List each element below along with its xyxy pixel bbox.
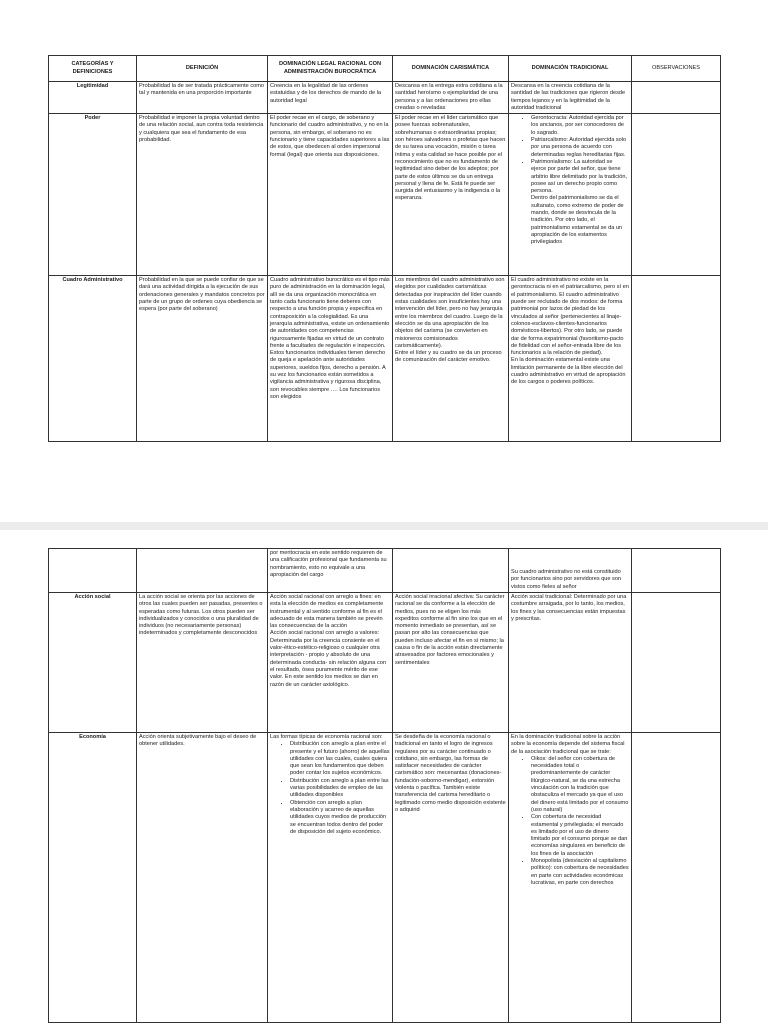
carismatica-cuadro-cont bbox=[393, 549, 509, 593]
def-accion: La acción social se orienta por las acciones de otros las cuales pueden ser pasadas, presentes o esperadas como futuras. Los otros pueden ser individualizados y conocidos o una pluralidad de individuos (no necesariamente personas) indeterminados y completamente desconocidos bbox=[137, 593, 268, 733]
tradicional-accion: Acción social tradicional: Determinado por una costumbre arraigada, por lo tanto, los medios, los fines y las consecuencias están impuestas y prescritas. bbox=[509, 593, 632, 733]
tradicional-economia bbox=[509, 733, 632, 1023]
def-economia: Acción orienta subjetivamente bajo el deseo de obtener utilidades. bbox=[137, 733, 268, 1023]
cat-economia: Economía bbox=[49, 733, 137, 1023]
header-carismatica: DOMINACIÓN CARISMÁTICA bbox=[393, 56, 509, 82]
carismatica-cuadro-p1: Los miembros del cuadro administrativo son elegidos por cualidades carismáticas detectadas por inspiración del líder cuando estas cualidades son insuficientes hay una intervención del líder, pero no hay jerarquía entre los miembros del cuadro. Luego de la elección se da una apropiación de los objetos del carisma (se convierten en misioneros comisionados carismáticamente). bbox=[395, 277, 505, 349]
legal-economia bbox=[268, 733, 393, 1023]
domination-table-page2 bbox=[48, 548, 721, 1023]
carismatica-cuadro-p2: Entre el líder y su cuadro se da un proceso de comunización del carácter emotivo. bbox=[395, 350, 502, 364]
legal-cuadro-cont: por meritocracia en este sentido requieren de una calificación profesional que fundamenta su nombramiento, esto no equivale a una apropiación del cargo bbox=[268, 549, 393, 593]
legal-accion-p2: Acción social racional con arreglo a valores: Determinada por la creencia consiente en el valor-ético-estético-religioso o cualquier otra interpretación - propio y absoluto de una determinada conducta- sin relación alguna con el resultado, ósea puramente mérito de ese valor. En este sentido los medios se dan en razón de un carácter axiológico. bbox=[270, 630, 386, 688]
tradicional-poder bbox=[509, 114, 632, 276]
carismatica-legitimidad: Descansa en la entrega extra cotidiana a la santidad heroísmo o ejemplaridad de una persona y a las ordenaciones pro ellas creadas o reveladas bbox=[393, 82, 509, 114]
def-legitimidad: Probabilidad la de ser tratada prácticamente como tal y mantenida en una proporción importante bbox=[137, 82, 268, 114]
page-2 bbox=[0, 530, 768, 1024]
row-economia bbox=[49, 733, 721, 1023]
obs-poder bbox=[632, 114, 721, 276]
list-item: • Distribución con arreglo a plan entre las varias posibilidades de empleo de las utilidades disponibles bbox=[290, 778, 390, 800]
carismatica-poder: El poder recae en el líder carismático que posee fuerzas sobrenaturales, sobrehumanas o extraordinarias propias; son héroes salvadores o profetas que hacen de su tarea una vocación, misión o tarea íntima y esta calidad se hace posible por el reconocimiento que no es fundamento de legitimidad sino deber de los adeptos; por parte de estos últimos se da un entrega personal y llena de fe. Está fe puede ser surgida del entusiasmo y la indigencia o la esperanza. bbox=[393, 114, 509, 276]
obs-legitimidad bbox=[632, 82, 721, 114]
row-legitimidad bbox=[49, 82, 721, 114]
carismatica-accion: Acción social irracional afectiva: Su carácter racional se da conforme a la elección de medios, pues no se eligen los más expeditos conforme al fin sino los que en el momento inmediato se presentan, así se pasan por alto las consecuencias que pueden incluso afectar el fin en sí mismo; la causa o fin de la acción están directamente atravesados por factores emocionales y sentimentales bbox=[393, 593, 509, 733]
header-legal: DOMINACIÓN LEGAL RACIONAL CON ADMINISTRACIÓN BUROCRÁTICA bbox=[268, 56, 393, 82]
carismatica-economia: Se desdeña de la economía racional o tradicional en tanto el logro de ingresos regulares por su carácter continuado o cotidiano, sin embargo, las formas de satisfacer necesidades de carácter carismático son: mecenantas (donaciones-fundación-soborno-mendigar), extorsión violenta o pacífica. También existe transferencia del carisma hereditario o legitimado como medio disposición existente o adquirid bbox=[393, 733, 509, 1023]
obs-cuadro bbox=[632, 276, 721, 442]
list-item: • Patrimonialismo: La autoridad se ejerce por parte del señor, que tiene arbitrio libre delimitado por la tradición, posee así un derecho propio como persona. bbox=[531, 159, 629, 195]
def-cuadro-cont bbox=[137, 549, 268, 593]
tradicional-cuadro-p2: En la dominación estamental existe una limitación permanente de la libre elección del cuadro administrativo en virtud de apropiación de los cargos o poderes políticos. bbox=[511, 357, 626, 386]
header-row bbox=[49, 56, 721, 82]
row-cuadro bbox=[49, 276, 721, 442]
list-item: • Patriarcalismo: Autoridad ejercida solo por una persona de acuerdo con determinadas reglas hereditarias fijas. bbox=[531, 137, 629, 159]
list-item: • Monopolista (desviación al capitalismo político): con cobertura de necesidades en parte con actividades económicas lucrativas, en parte con derechos bbox=[531, 858, 629, 887]
header-observaciones: OBSERVACIONES bbox=[632, 56, 721, 82]
tradicional-legitimidad: Descansa en la creencia cotidiana de la santidad de las tradiciones que rigieron desde tiempos lejanos y en la legitimidad de la autoridad tradicional bbox=[509, 82, 632, 114]
legal-accion bbox=[268, 593, 393, 733]
poder-trad-extra: Dentro del patrimonialismo se da el sultanato, como extremo de poder de mando, donde se desvincula de la tradición. Por otro lado, el patrimonialismo estamental se da un apropiación de los estamentos privilegiados bbox=[531, 195, 624, 246]
row-accion bbox=[49, 593, 721, 733]
row-poder bbox=[49, 114, 721, 276]
legal-accion-p1: Acción social racional con arreglo a fines: en esta la elección de medios es completamente instrumental y al sentido conforme al fin es el adecuado de esta manera también se prevén las consecuencias de la acción bbox=[270, 594, 384, 630]
trad-economia-intro: En la dominación tradicional sobre la acción sobre la economía depende del sistema fiscal de la asociación tradicional que se trate: bbox=[511, 734, 625, 755]
obs-cuadro-cont bbox=[632, 549, 721, 593]
header-categoria: CATEGORÍAS Y DEFINICIONES bbox=[49, 56, 137, 82]
domination-table-page1 bbox=[48, 55, 721, 442]
legal-poder: El poder recae en el cargo, de soberano y funcionario del cuadro administrativo, y no en la persona, sin embargo, el soberano no es funcionario y tiene capacidades superiores a las de estos, que obedecen al orden impersonal formal (legal) que orienta sus disposiciones. bbox=[268, 114, 393, 276]
row-cuadro-cont bbox=[49, 549, 721, 593]
list-item: • Gerontocracia: Autoridad ejercida por los ancianos, por ser conocedores de lo sagrado. bbox=[531, 115, 629, 137]
legal-economia-list bbox=[270, 741, 390, 836]
list-item: • Distribución con arreglo a plan entre el presente y el futuro (ahorro) de aquellas utilidades con las cuales, cuales quiera que sean los fundamentos que deben poder contar los sujetos económicos. bbox=[290, 741, 390, 777]
legal-legitimidad: Creencia en la legalidad de las ordenes estatuidas y de los derechos de mando de la autoridad legal bbox=[268, 82, 393, 114]
cat-legitimidad: Legitimidad bbox=[49, 82, 137, 114]
header-definicion: DEFINICIÓN bbox=[137, 56, 268, 82]
cat-cuadro-cont bbox=[49, 549, 137, 593]
obs-economia bbox=[632, 733, 721, 1023]
def-cuadro: Probabilidad en la que se puede confiar de que se dará una actividad dirigida a la ejecución de sus ordenaciones generales y mandatos concretos por parte de un grupo de ordenes cuya obediencia se espera (por parte del soberano) bbox=[137, 276, 268, 442]
header-tradicional: DOMINACIÓN TRADICIONAL bbox=[509, 56, 632, 82]
cat-accion: Acción social bbox=[49, 593, 137, 733]
tradicional-cuadro-cont: Su cuadro administrativo no está constituido por funcionarios sino por servidores que son vistos como fieles al señor bbox=[509, 549, 632, 593]
poder-trad-list bbox=[511, 115, 629, 195]
list-item: • Con cobertura de necesidad estamental y privilegiada: el mercado es limitado por el uso de dinero limitado por el consumo porque se dan economías singulares en beneficio de los fines de la asociación bbox=[531, 814, 629, 858]
list-item: • Obtención con arreglo a plan elaboración y acarreo de aquellas utilidades cuyos medios de producción se encuentran todos dentro del poder de disposición del sujeto económico. bbox=[290, 800, 390, 836]
legal-economia-intro: Las formas típicas de economía racional son: bbox=[270, 734, 383, 740]
trad-economia-list bbox=[511, 756, 629, 887]
obs-accion bbox=[632, 593, 721, 733]
list-item: • Oikos: del señor con cobertura de necesidades total o predominantemente de carácter litúrgico-natural, se da una estrecha vinculación con la tradición que obstaculiza el mercado ya que el uso del dinero está limitado por el consumo (uso natural) bbox=[531, 756, 629, 814]
carismatica-cuadro bbox=[393, 276, 509, 442]
legal-cuadro: Cuadro administrativo burocrático es el tipo más puro de administración en la dominación legal, allí se da una organización monocrática en tanto cada funcionario tiene deberes con respecto a una función propia y especifica en contraposición a la colegialidad. Es una jerarquía administrativa, existe un ordenamiento de autoridades con competencias rigurosamente fijadas en virtud de un contrato frente a facultades de regulación e inspección. Estos funcionarios individuales tienen derecho de queja e apelación ante autoridades superiores, sueldos fijos, derecho a pensión. A su vez los funcionarios están sometidos a vigilancia administrativa y rigurosa disciplina, son revocables siempre …. Los funcionarios son elegidos bbox=[268, 276, 393, 442]
cat-poder: Poder bbox=[49, 114, 137, 276]
cat-cuadro: Cuadro Administrativo bbox=[49, 276, 137, 442]
tradicional-cuadro-p1: El cuadro administrativo no existe en la gerontocracia ni en el patriarcalismo, pero sí en el patrimonialismo. El cuadro administrativo puede ser reclutado de dos modos: de forma patrimonial por lazos de piedad de los vinculados al señor (pertenecientes al linaje-colonos-esclavos-clientes-funcionarios domésticos-libertos). Por otro lado, se puede dar de forma expatrimonial (favoritismo-pacto de fidelidad con el señor-entrada libre de los funcionarios a la relación de piedad). bbox=[511, 277, 629, 357]
tradicional-cuadro bbox=[509, 276, 632, 442]
def-poder: Probabilidad e imponer la propia voluntad dentro de una relación social, aun contra toda resistencia y cualquiera que sea el fundamento de esa probabilidad. bbox=[137, 114, 268, 276]
